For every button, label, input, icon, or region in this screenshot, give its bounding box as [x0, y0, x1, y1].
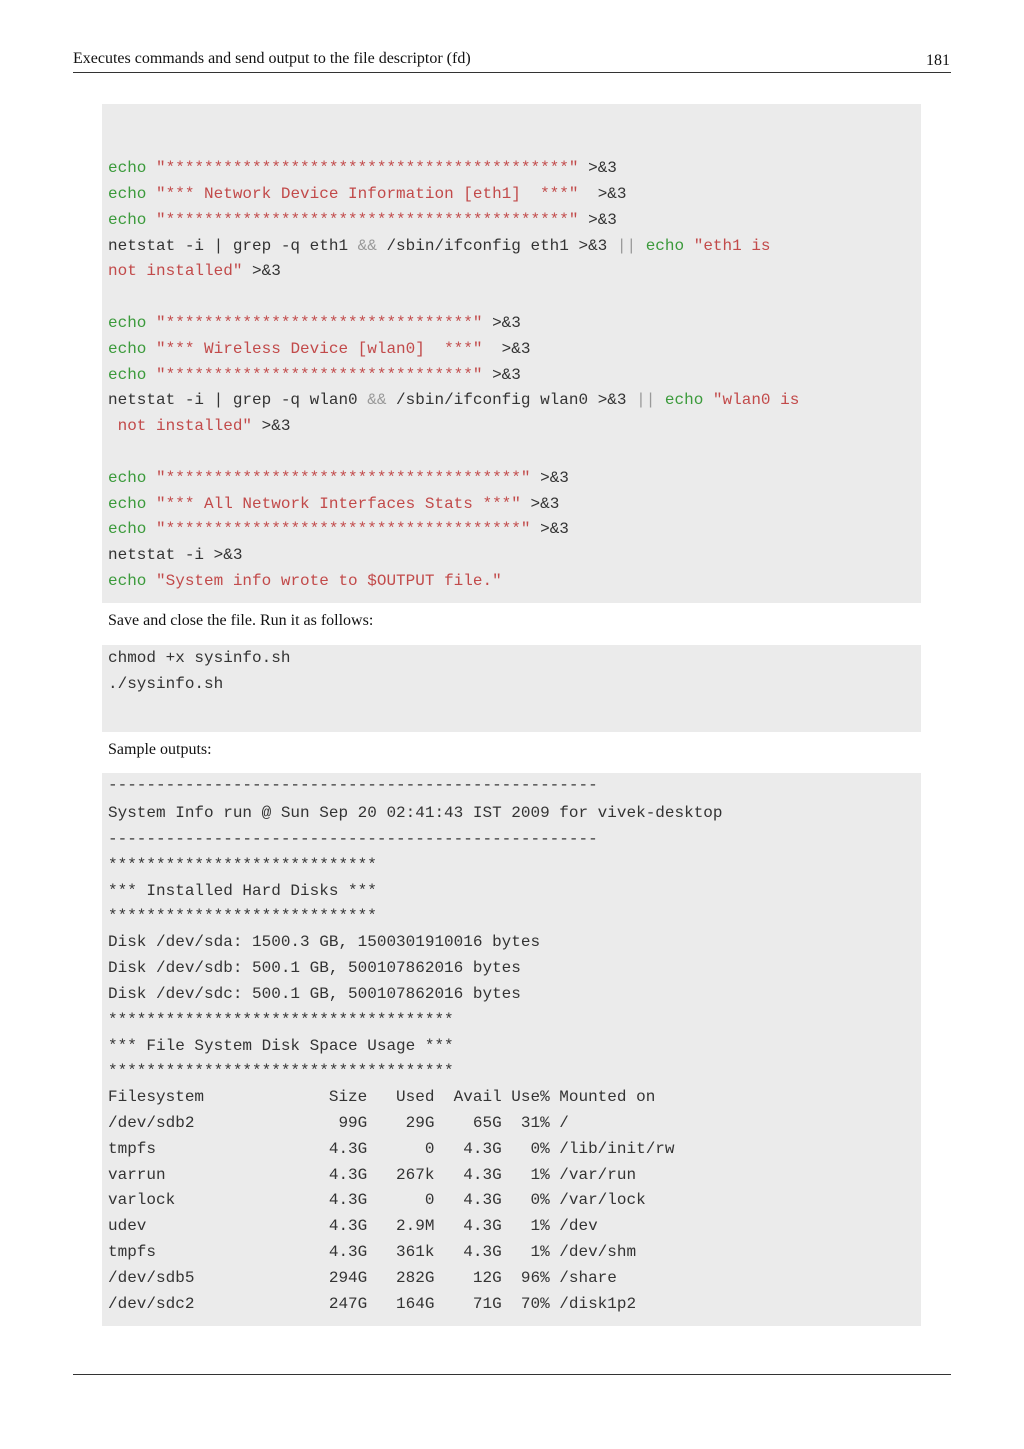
output-line: tmpfs 4.3G 0 4.3G 0% /lib/init/rw: [108, 1140, 675, 1158]
output-line: /dev/sdc2 247G 164G 71G 70% /disk1p2: [108, 1295, 637, 1313]
code-operator: ||: [616, 237, 637, 255]
code-redirect: >&3: [597, 185, 627, 203]
output-line: /dev/sdb5 294G 282G 12G 96% /share: [108, 1269, 617, 1287]
code-line: [108, 312, 521, 334]
code-redirect: >&3: [540, 469, 569, 487]
code-line: [108, 364, 521, 386]
code-keyword: echo: [664, 391, 704, 409]
code-string: "********************************": [156, 314, 483, 332]
output-line: tmpfs 4.3G 361k 4.3G 1% /dev/shm: [108, 1243, 637, 1261]
code-line: chmod +x sysinfo.sh: [108, 649, 291, 667]
footer-rule: [73, 1374, 951, 1375]
code-keyword: echo: [108, 572, 147, 590]
code-line: [108, 260, 281, 282]
code-keyword: echo: [108, 520, 147, 538]
code-string: "********************************": [156, 366, 483, 384]
output-line: ****************************: [108, 856, 377, 874]
code-line: [108, 570, 502, 592]
code-keyword: echo: [108, 185, 147, 203]
output-line: varrun 4.3G 267k 4.3G 1% /var/run: [108, 1166, 637, 1184]
output-line: Disk /dev/sda: 1500.3 GB, 1500301910016 bytes: [108, 933, 541, 951]
output-line: Disk /dev/sdb: 500.1 GB, 500107862016 bytes: [108, 959, 521, 977]
output-line: Filesystem Size Used Avail Use% Mounted on: [108, 1088, 656, 1106]
code-line: [108, 157, 617, 179]
run-code-block: [102, 645, 921, 732]
code-command: /sbin/ifconfig wlan0 >&3: [386, 391, 637, 409]
output-line: ---------------------------------------------------: [108, 830, 598, 848]
code-command: /sbin/ifconfig eth1 >&3: [376, 237, 617, 255]
code-string: "*** All Network Interfaces Stats ***": [156, 495, 521, 513]
sample-output-block: [102, 773, 921, 1326]
code-redirect: >&3: [501, 340, 531, 358]
code-command: netstat -i | grep -q eth1: [108, 237, 358, 255]
running-header-title: Executes commands and send output to the file descriptor (fd): [73, 50, 471, 67]
code-line: [108, 235, 771, 257]
code-keyword: echo: [108, 159, 147, 177]
code-string: not installed": [108, 417, 253, 435]
output-line: ************************************: [108, 1011, 454, 1029]
code-redirect: >&3: [588, 159, 617, 177]
code-operator: &&: [367, 391, 387, 409]
output-line: *** File System Disk Space Usage ***: [108, 1037, 454, 1055]
code-redirect: >&3: [252, 262, 281, 280]
code-line: [108, 544, 242, 566]
output-line: *** Installed Hard Disks ***: [108, 882, 377, 900]
code-string: "wlan0 is: [712, 391, 800, 409]
code-redirect: >&3: [492, 314, 521, 332]
output-line: udev 4.3G 2.9M 4.3G 1% /dev: [108, 1217, 598, 1235]
code-string: "******************************************": [156, 159, 579, 177]
script-code-block: [102, 104, 921, 603]
code-keyword: echo: [108, 495, 147, 513]
code-line: [108, 493, 559, 515]
header-rule: [73, 72, 951, 73]
code-keyword: echo: [108, 340, 147, 358]
code-command: netstat -i | grep -q wlan0: [108, 391, 368, 409]
code-line: [108, 518, 569, 540]
code-string: "*************************************": [156, 520, 531, 538]
code-line: [108, 183, 627, 205]
code-redirect: >&3: [530, 495, 560, 513]
code-string: "eth1 is: [693, 237, 771, 255]
code-redirect: >&3: [261, 417, 291, 435]
code-string: not installed": [108, 262, 243, 280]
page-number: 181: [926, 52, 950, 69]
code-keyword: echo: [108, 366, 147, 384]
code-line: [108, 338, 530, 360]
code-keyword: echo: [108, 211, 147, 229]
code-redirect: >&3: [492, 366, 521, 384]
code-operator: &&: [357, 237, 377, 255]
code-keyword: echo: [645, 237, 685, 255]
code-operator: ||: [636, 391, 656, 409]
output-line: System Info run @ Sun Sep 20 02:41:43 IST 2009 for vivek-desktop: [108, 804, 723, 822]
code-string: "******************************************": [156, 211, 579, 229]
code-line: [108, 467, 569, 489]
output-line: ---------------------------------------------------: [108, 776, 598, 794]
code-command: netstat -i >&3: [108, 546, 243, 564]
paragraph-sample-outputs: Sample outputs:: [108, 741, 212, 758]
output-line: Disk /dev/sdc: 500.1 GB, 500107862016 bytes: [108, 985, 521, 1003]
code-redirect: >&3: [540, 520, 569, 538]
code-line: [108, 389, 799, 411]
output-line: ************************************: [108, 1062, 454, 1080]
output-line: varlock 4.3G 0 4.3G 0% /var/lock: [108, 1191, 646, 1209]
paragraph-run-instructions: Save and close the file. Run it as follows:: [108, 612, 374, 629]
code-line: [108, 415, 290, 437]
code-string: "*************************************": [156, 469, 531, 487]
code-string: "System info wrote to $OUTPUT file.": [156, 572, 502, 590]
code-line: [108, 209, 617, 231]
code-string: "*** Network Device Information [eth1] ***": [156, 185, 579, 203]
code-line: ./sysinfo.sh: [108, 675, 224, 693]
code-keyword: echo: [108, 469, 147, 487]
output-line: ****************************: [108, 907, 377, 925]
code-redirect: >&3: [588, 211, 617, 229]
code-string: "*** Wireless Device [wlan0] ***": [156, 340, 483, 358]
output-line: /dev/sdb2 99G 29G 65G 31% /: [108, 1114, 569, 1132]
code-keyword: echo: [108, 314, 147, 332]
